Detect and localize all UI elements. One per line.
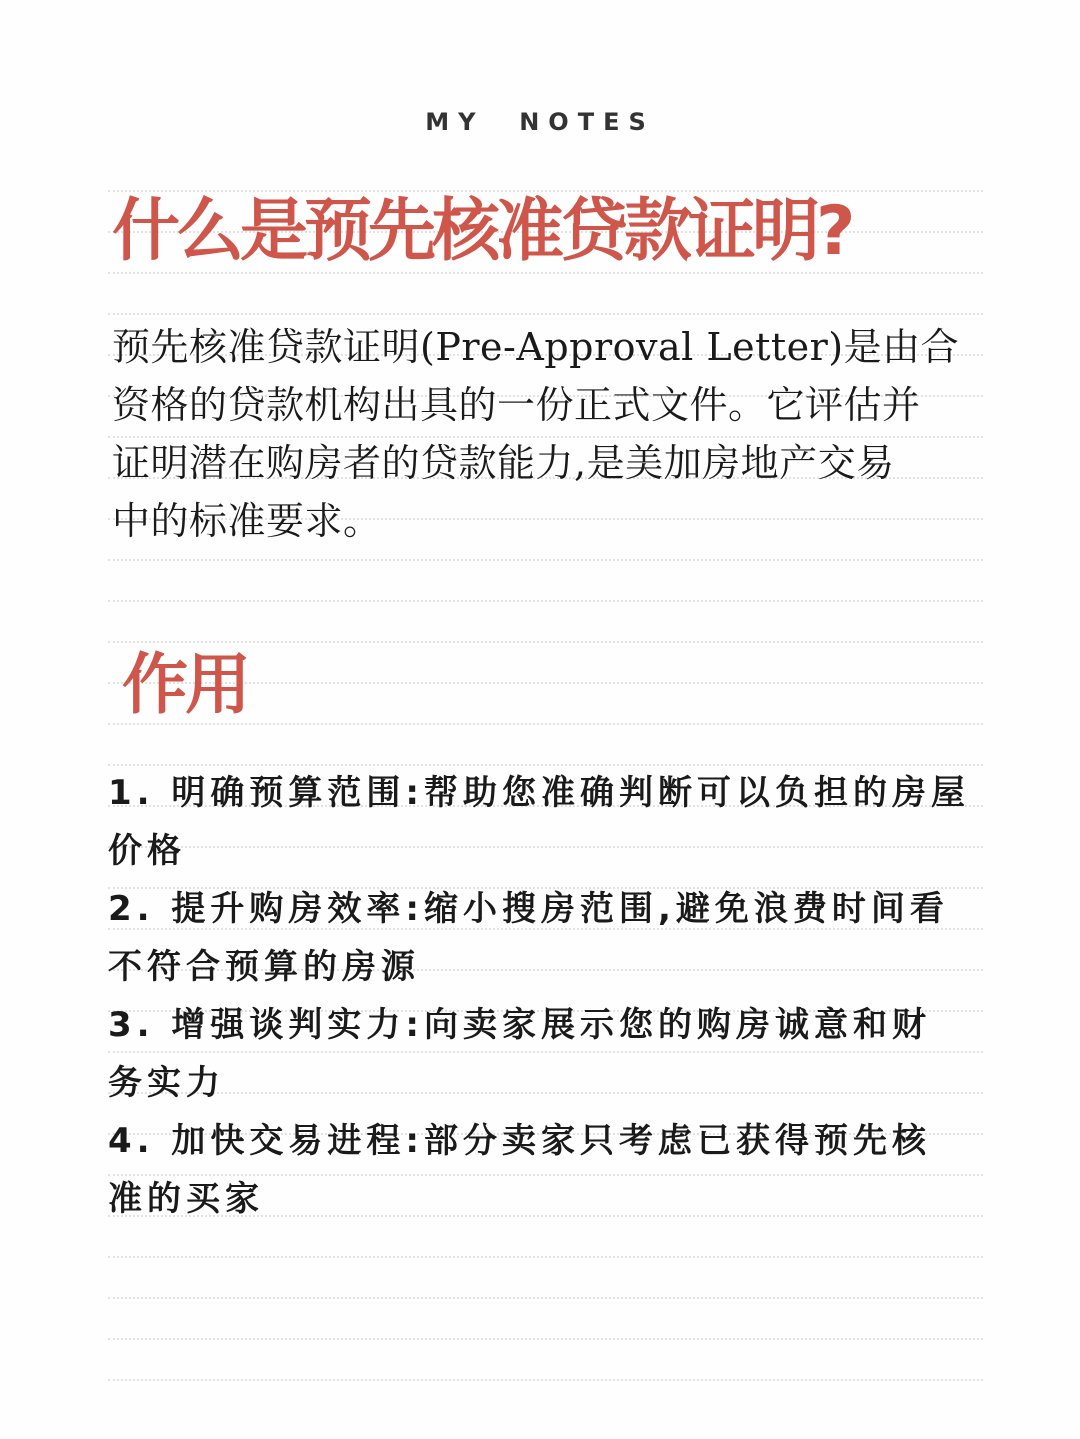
intro-line: 中的标准要求。 xyxy=(112,499,382,543)
benefit-line: 务实力 xyxy=(108,1063,225,1103)
intro-line: 预先核准贷款证明(Pre-Approval Letter)是由合 xyxy=(112,325,960,369)
benefit-item xyxy=(108,1112,1028,1228)
ruled-line xyxy=(108,1338,983,1340)
benefit-item xyxy=(108,996,1028,1112)
section-title-function: 作用 xyxy=(122,646,248,723)
benefit-line: 不符合预算的房源 xyxy=(108,947,420,987)
ruled-line xyxy=(108,600,983,602)
benefit-line: 准的买家 xyxy=(108,1179,264,1219)
benefit-line: 3. 增强谈判实力:向卖家展示您的购房诚意和财 xyxy=(108,1005,932,1045)
benefit-line: 2. 提升购房效率:缩小搜房范围,避免浪费时间看 xyxy=(108,889,949,929)
ruled-line xyxy=(108,1379,983,1381)
ruled-line xyxy=(108,559,983,561)
benefit-line: 4. 加快交易进程:部分卖家只考虑已获得预先核 xyxy=(108,1121,932,1161)
benefits-list xyxy=(108,764,1028,1228)
benefit-item xyxy=(108,880,1028,996)
benefit-line: 1. 明确预算范围:帮助您准确判断可以负担的房屋 xyxy=(108,773,971,813)
page-title: 什么是预先核准贷款证明? xyxy=(112,192,852,271)
ruled-line xyxy=(108,1256,983,1258)
intro-line: 资格的贷款机构出具的一份正式文件。它评估并 xyxy=(112,383,921,427)
notes-header: MY NOTES xyxy=(425,108,655,136)
ruled-line xyxy=(108,313,983,315)
ruled-line xyxy=(108,1297,983,1299)
intro-paragraph xyxy=(112,318,1002,550)
benefit-line: 价格 xyxy=(108,831,186,871)
benefit-item xyxy=(108,764,1028,880)
intro-line: 证明潜在购房者的贷款能力,是美加房地产交易 xyxy=(112,441,895,485)
